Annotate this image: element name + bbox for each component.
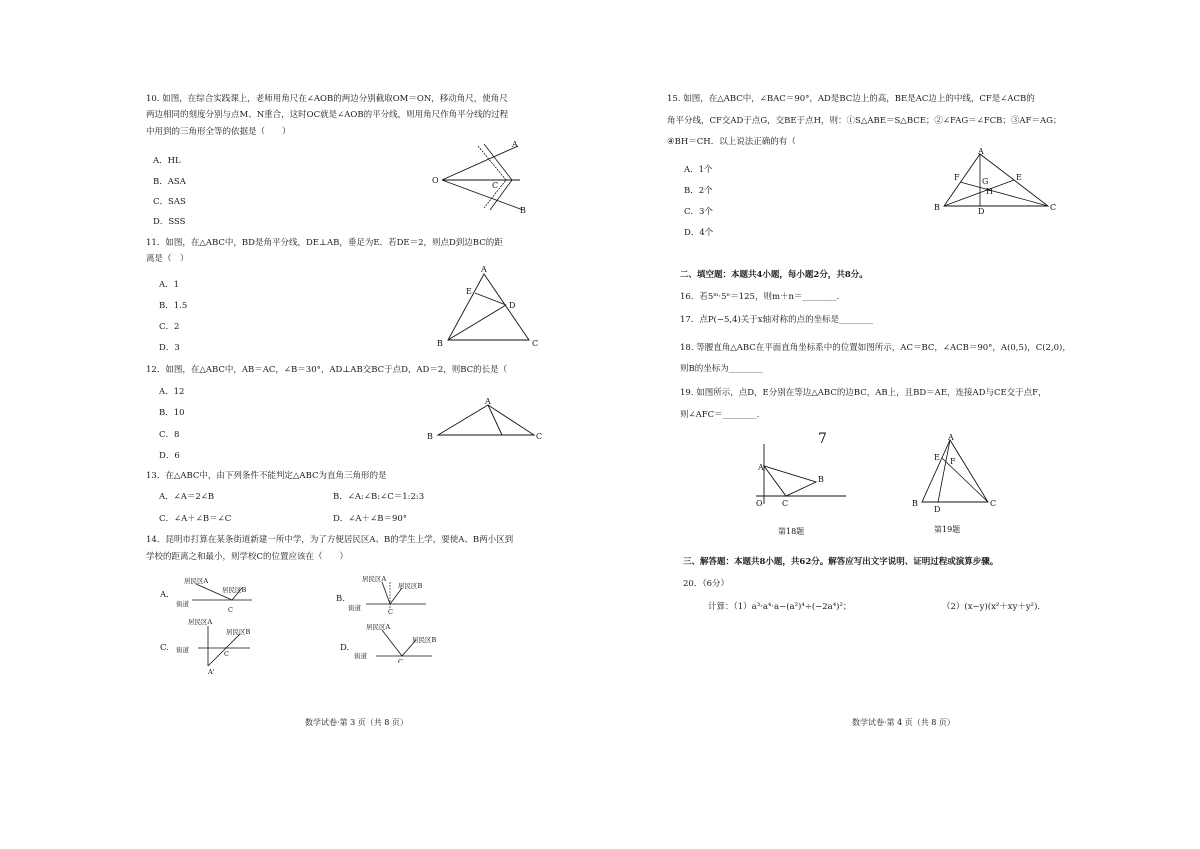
fig19-label-c: C bbox=[990, 499, 997, 508]
stray-mark-glyph: 7 bbox=[818, 431, 827, 447]
q10-label-b: B bbox=[520, 206, 526, 215]
section-3-heading: 三、解答题：本题共8小题，共62分。解答应写出文字说明、证明过程或演算步骤。 bbox=[683, 557, 999, 567]
question-14 bbox=[146, 535, 513, 564]
fig19-figure bbox=[908, 434, 1008, 538]
stray-mark bbox=[818, 430, 827, 449]
q14d-res-a: 居民区A bbox=[366, 623, 391, 631]
fig18-figure bbox=[750, 440, 850, 540]
q13-option-c: C．∠A＋∠B＝∠C bbox=[159, 514, 232, 524]
question-15 bbox=[667, 94, 1061, 148]
q10-option-b: B．ASA bbox=[153, 177, 186, 187]
q15-figure bbox=[930, 148, 1065, 216]
q10-option-d: D．SSS bbox=[153, 217, 186, 227]
q10-label-o: O bbox=[432, 176, 439, 185]
q12-label-c: C bbox=[536, 432, 543, 441]
fig19-label-d: D bbox=[934, 505, 941, 514]
q13-line-1: 13．在△ABC中，由下列条件不能判定△ABC为直角三角形的是 bbox=[146, 471, 387, 481]
q18-line-1: 18. 等腰直角△ABC在平面直角坐标系中的位置如图所示，AC＝BC，∠ACB＝90°，A(0,5)，C(2,0)， bbox=[680, 343, 1071, 353]
fig18-label-o: O bbox=[756, 499, 763, 508]
fig18-label-a: A bbox=[758, 463, 764, 472]
fig18-label-b: B bbox=[818, 475, 824, 484]
question-17: 17．点P(−5,4)关于x轴对称的点的坐标是________ bbox=[680, 315, 874, 325]
q14a-res-a: 居民区A bbox=[184, 577, 209, 585]
q15-option-b: B．2个 bbox=[684, 186, 713, 196]
q12-figure bbox=[424, 395, 549, 445]
q11-label-c: C bbox=[532, 339, 539, 348]
q11-option-a: A．1 bbox=[159, 280, 180, 290]
q11-line-2: 离是（ ） bbox=[146, 254, 189, 265]
q14a-street: 街道 bbox=[176, 600, 189, 608]
question-19 bbox=[680, 388, 1047, 422]
q11-label-d: D bbox=[509, 301, 516, 310]
q14d-res-b: 居民区B bbox=[412, 636, 437, 644]
right-page bbox=[600, 0, 1200, 849]
q11-line-1: 11．如图，在△ABC中，BD是角平分线，DE⊥AB，垂足为E．若DE＝2，则点D到边BC的距 bbox=[146, 238, 503, 248]
q14c-res-a: 居民区A bbox=[188, 618, 213, 626]
q11-figure bbox=[434, 262, 544, 350]
question-20-part-2: （2）(x−y)(x²＋xy＋y²)． bbox=[942, 602, 1046, 612]
q10-figure bbox=[428, 138, 538, 218]
q15-option-a: A．1个 bbox=[684, 165, 713, 175]
fig18-label-c: C bbox=[782, 499, 789, 508]
q13-option-a: A．∠A＝2∠B bbox=[159, 492, 215, 502]
q14-figure-b bbox=[346, 572, 436, 617]
q14b-street: 街道 bbox=[348, 604, 361, 612]
q10-option-c: C．SAS bbox=[153, 197, 186, 207]
q15-label-c: C bbox=[1050, 203, 1057, 212]
q10-label-a: A bbox=[512, 140, 518, 149]
q14-figure-d bbox=[352, 618, 442, 663]
question-10 bbox=[146, 94, 508, 138]
q11-label-a: A bbox=[481, 265, 487, 274]
q14c-street: 街道 bbox=[176, 646, 189, 654]
q12-label-b: B bbox=[427, 432, 433, 441]
question-20-title: 20．（6分） bbox=[683, 579, 729, 589]
q12-option-b: B．10 bbox=[159, 408, 185, 418]
q18-line-2: 则B的坐标为________ bbox=[680, 364, 763, 375]
fig19-caption: 第19题 bbox=[934, 525, 961, 534]
q12-option-a: A．12 bbox=[159, 387, 185, 397]
q19-line-2: 则∠AFC＝________. bbox=[680, 410, 760, 421]
q15-line-1: 15. 如图，在△ABC中，∠BAC＝90°，AD是BC边上的高，BE是AC边上的中线，CF是∠ACB的 bbox=[667, 94, 1035, 104]
q15-option-d: D．4个 bbox=[684, 228, 714, 238]
q11-option-d: D．3 bbox=[159, 343, 180, 353]
q14-option-b: B. bbox=[336, 594, 345, 604]
q14-option-a: A. bbox=[160, 590, 169, 600]
question-12 bbox=[146, 365, 507, 376]
q10-label-c: C bbox=[492, 181, 499, 190]
q13-option-b: B．∠A:∠B:∠C＝1:2:3 bbox=[333, 492, 425, 502]
question-20-part-1: 计算：（1）a³·a⁴·a−(a²)⁴÷(−2a⁴)²； bbox=[708, 602, 852, 612]
q14b-res-b: 居民区B bbox=[398, 582, 423, 590]
q15-label-d: D bbox=[978, 207, 985, 216]
fig19-label-b: B bbox=[912, 499, 918, 508]
q14c-c: C bbox=[224, 650, 229, 658]
q19-line-1: 19. 如图所示，点D，E分别在等边△ABC的边BC，AB上，且BD＝AE，连接AD与CE交于点F， bbox=[680, 388, 1047, 398]
q15-label-b: B bbox=[934, 203, 940, 212]
right-footer: 数学试卷·第 4 页（共 8 页） bbox=[852, 718, 955, 727]
q11-label-e: E bbox=[466, 287, 472, 296]
fig19-label-f: F bbox=[950, 457, 956, 466]
fig18-caption: 第18题 bbox=[778, 527, 805, 536]
q12-line-1: 12．如图，在△ABC中，AB＝AC，∠B＝30°，AD⊥AB交BC于点D，AD＝2，则BC的长是（ bbox=[146, 365, 508, 375]
q15-line-3: ④BH＝CH．以上说法正确的有（ bbox=[667, 136, 796, 147]
q10-line-2: 两边相同的刻度分别与点M、N重合，这时OC就是∠AOB的平分线，则用角尺作角平分线的过程 bbox=[146, 110, 509, 121]
q11-option-b: B．1.5 bbox=[159, 301, 188, 311]
q15-line-2: 角平分线，CF交AD于点G，交BE于点H，则：①S△ABE＝S△BCE；②∠FAG＝∠FCB；③AF＝AG； bbox=[667, 116, 1062, 127]
question-13 bbox=[146, 471, 386, 482]
q14c-aprime: A' bbox=[208, 668, 215, 676]
q14a-res-b: 居民区B bbox=[222, 586, 247, 594]
q15-option-c: C．3个 bbox=[684, 207, 713, 217]
q14a-c: C bbox=[228, 606, 233, 614]
q15-label-a: A bbox=[978, 148, 984, 156]
q14-figure-a bbox=[172, 572, 262, 617]
fig19-label-a: A bbox=[948, 434, 954, 442]
q13-option-d: D．∠A＋∠B＝90° bbox=[333, 514, 408, 524]
q15-label-g: G bbox=[982, 177, 989, 186]
q11-option-c: C．2 bbox=[159, 322, 180, 332]
q10-option-a: A．HL bbox=[153, 156, 181, 166]
q15-label-f: F bbox=[954, 173, 960, 182]
q14-line-2: 学校的距离之和最小，则学校C的位置应该在（ ） bbox=[146, 552, 349, 563]
q14-figure-c bbox=[172, 614, 262, 676]
q14d-c: C bbox=[398, 658, 403, 663]
q14b-c: C bbox=[388, 608, 393, 616]
q11-label-b: B bbox=[437, 339, 443, 348]
q10-line-3: 中用到的三角形全等的依据是（ ） bbox=[146, 126, 291, 137]
q14b-res-a: 居民区A bbox=[362, 575, 387, 583]
q14-option-d: D. bbox=[340, 643, 350, 653]
q14-option-c: C. bbox=[160, 643, 169, 653]
q14c-res-b: 居民区B bbox=[226, 628, 251, 636]
question-18 bbox=[680, 343, 1071, 376]
section-2-heading: 二、填空题：本题共4小题，每小题2分，共8分。 bbox=[680, 270, 868, 280]
q15-label-e: E bbox=[1016, 173, 1022, 182]
q14-line-1: 14．昆明市打算在某条街道新建一所中学，为了方便居民区A、B的学生上学，要使A、B两小区到 bbox=[146, 535, 514, 545]
q12-option-d: D．6 bbox=[159, 451, 180, 461]
q14d-street: 街道 bbox=[354, 652, 367, 660]
q12-label-a: A bbox=[485, 397, 491, 406]
question-16: 16．若5ᵐ·5ⁿ＝125，则m＋n＝________． bbox=[680, 292, 845, 302]
q15-label-h: H bbox=[986, 187, 993, 196]
q12-option-c: C．8 bbox=[159, 430, 180, 440]
q10-line-1: 10. 如图，在综合实践课上，老师用角尺在∠AOB的两边分别截取OM＝ON，移动角尺，使角尺 bbox=[146, 94, 508, 104]
fig19-label-e: E bbox=[934, 453, 940, 462]
left-footer: 数学试卷·第 3 页（共 8 页） bbox=[305, 718, 408, 727]
